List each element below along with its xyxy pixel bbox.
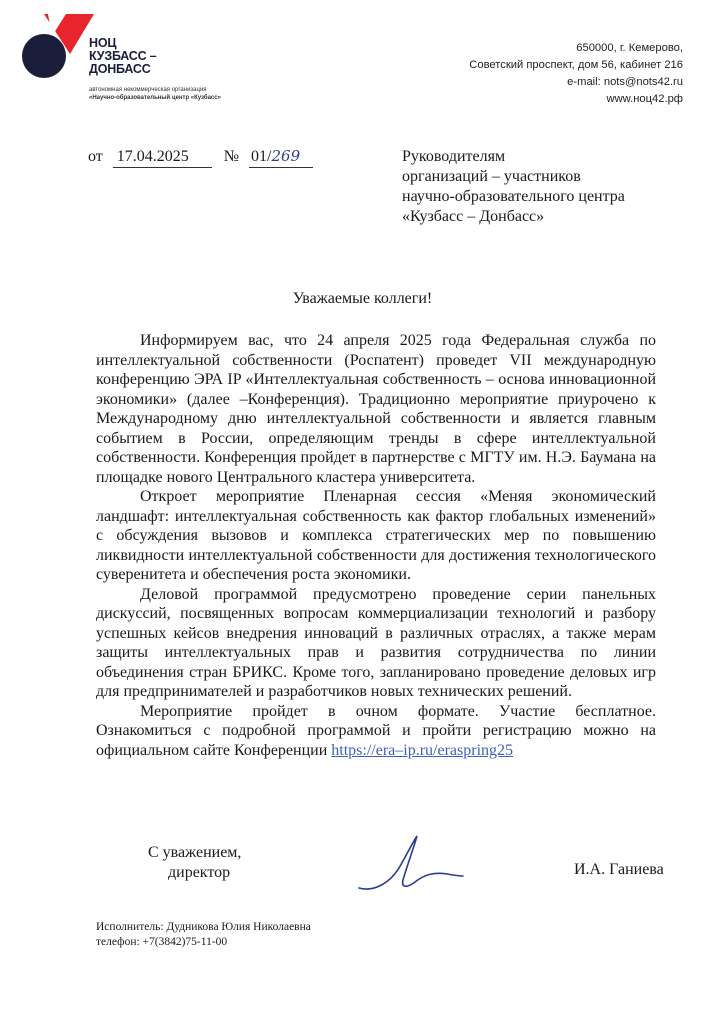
logo-line: ДОНБАСС bbox=[89, 62, 151, 76]
body-paragraph: Откроет мероприятие Пленарная сессия «Меняя экономический ландшафт: интеллектуальная собственность как фактор глобальных изменений» с обсуждения вызовов и комплекса стратегических мер по повышению ликвидности интеллектуальной собственности для достижения технологического суверенитета и обеспечения роста экономики. bbox=[96, 488, 656, 583]
signature-icon bbox=[355, 832, 465, 894]
document-reference bbox=[88, 146, 313, 168]
org-subtitle-line: «Научно-образовательный центр «Кузбасс» bbox=[89, 95, 221, 101]
body-paragraph bbox=[96, 702, 656, 761]
addressee-line: научно-образовательного центра bbox=[402, 188, 625, 205]
document-number bbox=[249, 146, 313, 168]
organization-logo-icon bbox=[22, 14, 98, 80]
logo-line: КУЗБАСС – bbox=[89, 49, 157, 63]
number-prefix: 01/ bbox=[251, 148, 272, 165]
contact-address-street: Советский проспект, дом 56, кабинет 216 bbox=[469, 59, 683, 71]
contact-email[interactable]: e-mail: nots@nots42.ru bbox=[567, 76, 683, 88]
logo-line: НОЦ bbox=[89, 36, 117, 50]
executor-name: Исполнитель: Дудникова Юлия Николаевна bbox=[96, 921, 311, 933]
executor-phone: телефон: +7(3842)75-11-00 bbox=[96, 936, 228, 948]
org-subtitle-line: автономная некоммерческая организация bbox=[89, 87, 207, 93]
registration-text: Мероприятие пройдет в очном формате. Участие бесплатное. Ознакомиться с подробной программой и пройти регистрацию можно на официальном сайте Конференции bbox=[96, 702, 656, 759]
closing-regards: С уважением, bbox=[148, 844, 242, 861]
conference-link[interactable]: https://era–ip.ru/eraspring25 bbox=[331, 741, 514, 759]
contact-block bbox=[469, 40, 683, 108]
body-paragraph: Деловой программой предусмотрено проведение серии панельных дискуссий, посвященных вопросам коммерциализации технологий и разбору успешных кейсов внедрения инноваций в различных отраслях, а также мерам защиты интеллектуальных прав и развития сотрудничества по линии объединения стран БРИКС. Кроме того, запланировано проведение деловых игр для предпринимателей и разработчиков новых технических решений. bbox=[96, 585, 656, 700]
date-label: от bbox=[88, 148, 103, 165]
addressee-line: Руководителям bbox=[402, 148, 506, 165]
document-date: 17.04.2025 bbox=[113, 147, 212, 168]
handwritten-number: 269 bbox=[271, 147, 301, 165]
body-paragraph: Информируем вас, что 24 апреля 2025 года Федеральная служба по интеллектуальной собственности (Роспатент) проведет VII международную конференцию ЭРА IP «Интеллектуальная собственность – основа инновационной экономики» (далее –Конференция). Традиционно мероприятие приурочено к Международному дню интеллектуальной собственности и является главным событием в России, определяющим тренды в сфере интеллектуальной собственности. Конференция пройдет в партнерстве с МГТУ им. Н.Э. Баумана на площадке нового Центрального кластера университета. bbox=[96, 332, 656, 486]
number-label: № bbox=[223, 148, 240, 165]
signer-name: И.А. Ганиева bbox=[574, 861, 664, 878]
executor-block bbox=[96, 920, 311, 950]
addressee-line: «Кузбасс – Донбасс» bbox=[402, 208, 545, 225]
contact-website[interactable]: www.ноц42.рф bbox=[606, 93, 683, 105]
addressee-block bbox=[402, 147, 625, 227]
logo-wordmark bbox=[89, 37, 156, 76]
closing-block bbox=[148, 843, 241, 883]
signer-position: директор bbox=[168, 864, 231, 881]
organization-subtitle bbox=[89, 86, 221, 102]
contact-address-city: 650000, г. Кемерово, bbox=[576, 42, 683, 54]
letter-body bbox=[96, 331, 656, 760]
addressee-line: организаций – участников bbox=[402, 168, 581, 185]
salutation: Уважаемые коллеги! bbox=[292, 290, 433, 307]
